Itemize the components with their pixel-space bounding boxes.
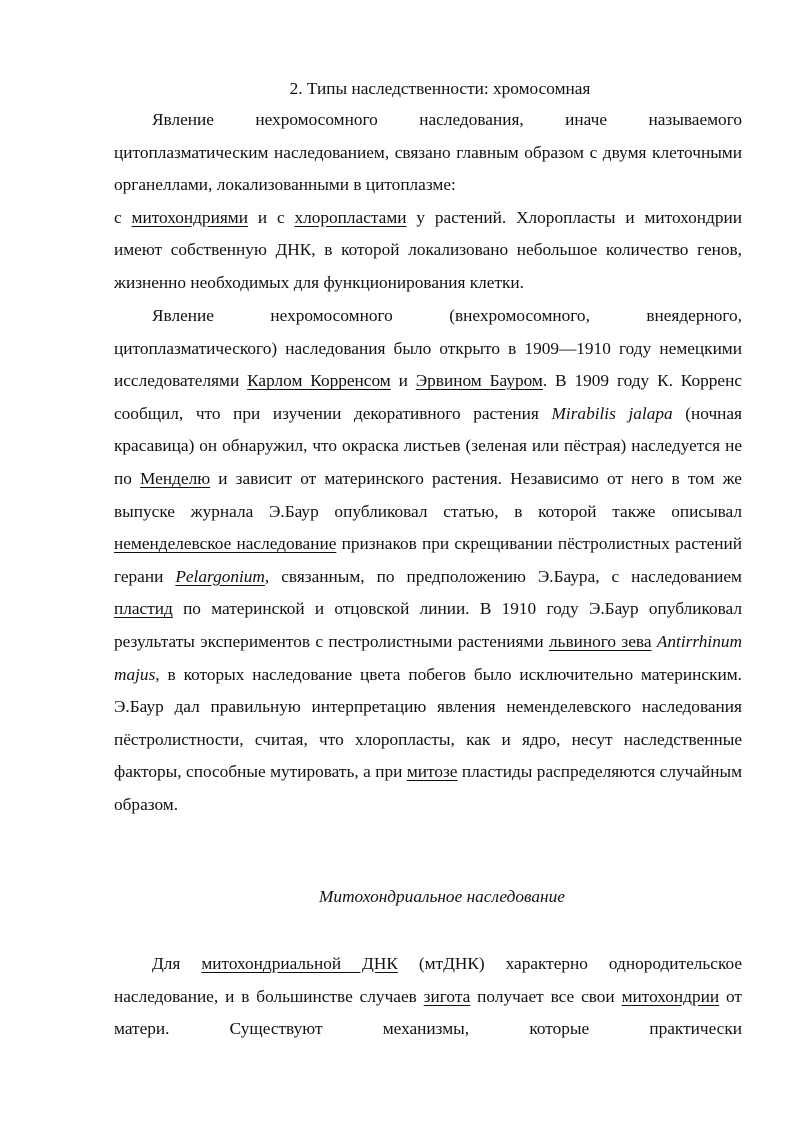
text-run: и xyxy=(390,371,416,391)
text-run: пластиды распределяются случайным образом. xyxy=(114,762,742,814)
text-run: признаков при скрещивании пёстролистных растений герани xyxy=(114,534,742,586)
text-run: , связанным, по предположению Э.Баура, с наследованием xyxy=(264,566,742,586)
link-non-mendelian-inheritance[interactable]: неменделевское наследование xyxy=(114,534,337,554)
link-mtdna[interactable]: митохондриальной ДНК xyxy=(201,954,398,973)
link-mitochondria-2[interactable]: митохондрии xyxy=(621,986,720,1006)
paragraph-nonchromosomal xyxy=(114,104,742,300)
text-run: Явление нехромосомного (внехромосомного, внеядерного, цитоплазматического) наследования было открыто в 1909—1910 году немецкими исследователями xyxy=(114,306,742,391)
text-run: Для xyxy=(152,954,202,973)
paragraph-mitochondrial xyxy=(114,948,742,1046)
link-mitosis[interactable]: митозе xyxy=(406,762,458,782)
text-run: . В 1909 году К. Корренс сообщил, что при изучении декоративного растения xyxy=(114,371,742,423)
subsection-heading: Митохондриальное наследование xyxy=(319,887,565,906)
link-baur[interactable]: Эрвином Бауром xyxy=(415,371,543,391)
species-name-antirrhinum: Antirrhinum majus xyxy=(114,631,742,684)
text-run: с xyxy=(114,207,132,227)
link-chloroplasts[interactable]: хлоропластами xyxy=(294,207,407,227)
link-snapdragon[interactable]: львиного зева xyxy=(548,631,652,651)
link-pelargonium[interactable] xyxy=(175,567,265,586)
text-run: Явление нехромосомного наследования, иначе называемого цитоплазматическим наследованием, связано главным образом с двумя клеточными органеллами, локализованными в цитоплазме: xyxy=(114,110,742,195)
text-run: у растений. Хлоропласты и митохондрии имеют собственную ДНК, в которой локализовано небольшое количество генов, жизненно необходимых для функционирования клетки. xyxy=(114,207,742,292)
text-run: по материнской и отцовской линии. В 1910 году Э.Баур опубликовал результаты экспериментов с пестролистными растениями xyxy=(114,599,742,651)
text-run: (ночная красавица) он обнаружил, что окраска листьев (зеленая или пёстрая) наследуется не по xyxy=(114,403,742,488)
text-run: , в которых наследование цвета побегов было исключительно материнским. Э.Баур дал правильную интерпретацию явления неменделевского наследования пёстролистности, считая, что хлоропласты, как и ядро, несут наследственные факторы, способные мутировать, а при xyxy=(114,664,742,782)
species-name-mirabilis: Mirabilis jalapa xyxy=(551,403,673,423)
section-heading: 2. Типы наследственности: хромосомная xyxy=(289,79,591,98)
link-mendel[interactable]: Менделю xyxy=(140,468,211,488)
link-plastids[interactable]: пластид xyxy=(114,599,173,619)
text-run: (мтДНК) характерно однородительское наследование, и в большинстве случаев xyxy=(114,954,742,1006)
text-run: от матери. Существуют механизмы, которые практически xyxy=(114,986,742,1039)
link-correns[interactable]: Карлом Корренсом xyxy=(247,371,391,391)
species-name-pelargonium[interactable]: Pelargonium xyxy=(175,566,265,586)
text-run: получает все свои xyxy=(470,986,622,1006)
link-zygote[interactable]: зигота xyxy=(423,986,471,1006)
text-run: и с xyxy=(247,207,295,227)
text-run: и зависит от материнского растения. Независимо от него в том же выпуске журнала Э.Баур опубликовал статью, в которой также описывал xyxy=(114,468,742,521)
paragraph-history xyxy=(114,300,742,822)
link-mitochondria[interactable]: митохондриями xyxy=(131,207,248,227)
